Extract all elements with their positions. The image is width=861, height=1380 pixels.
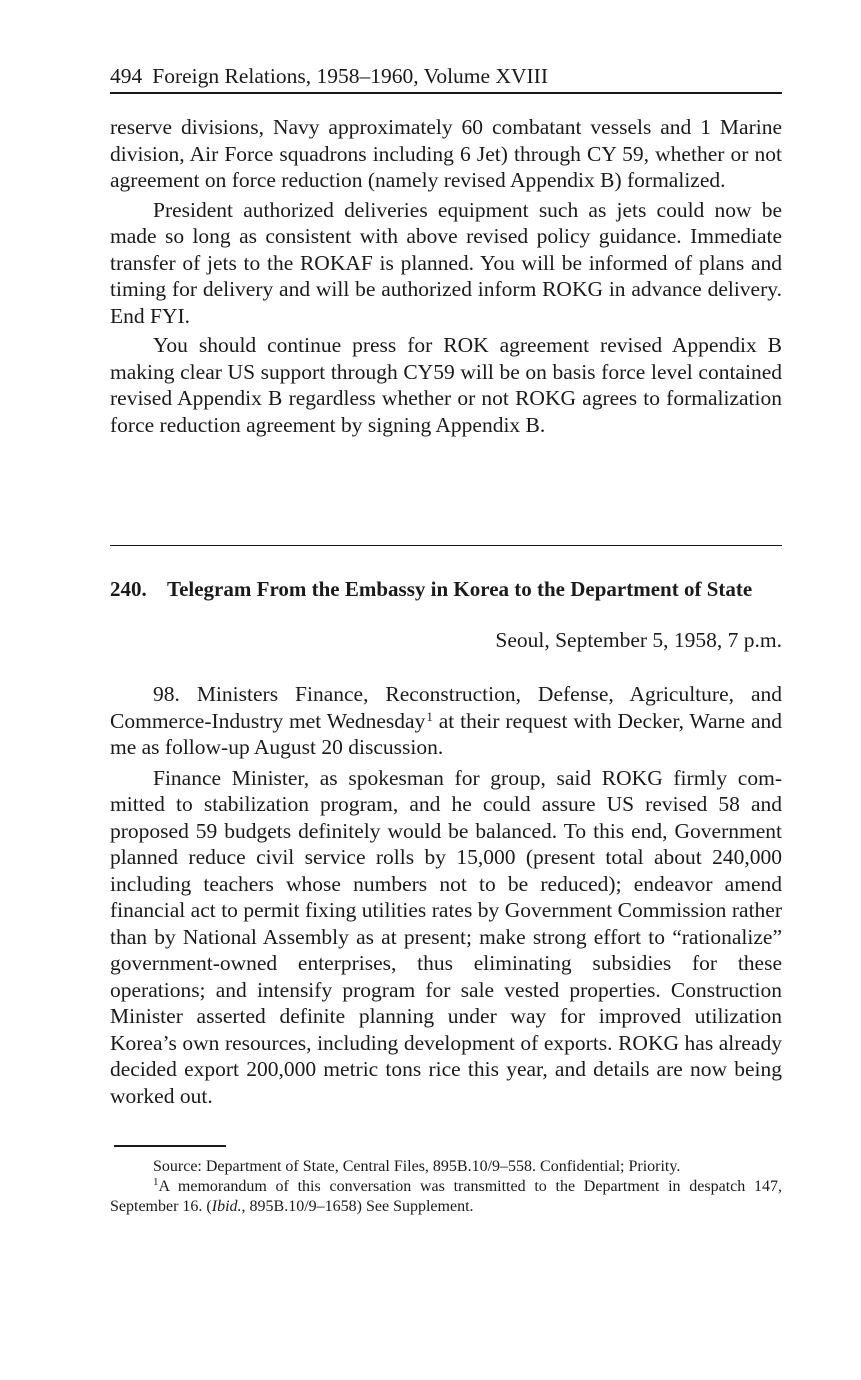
continued-paragraph-2: President authorized deliveries equipment such as jets could now be made so long as consistent with above revised policy guidance. Immediate transfer of jets to the ROKAF is planned. You will be informed of plans and timing for delivery and will be authorized inform ROKG in advance delivery. End FYI. — [110, 197, 782, 328]
telegram-paragraph-2: Finance Minister, as spokesman for group, said ROKG firmly committed to stabilization program, and he could assure US revised 58 and proposed 59 budgets definitely would be balanced. To this end, Government planned reduce civil service rolls by 15,000 (present total about 240,000 including teachers whose numbers not to be reduced); endeavor amend financial act to permit fixing utilities rates by Government Commission rather than by National Assembly as at present; make strong effort to “rationalize” government-owned enterprises, thus eliminating subsidies for these operations; and intensify program for sale vested properties. Construction Minister asserted definite planning under way for improved utilization Korea’s own resources, including development of exports. ROKG has already decided export 200,000 metric tons rice this year, and details are now being worked out. — [110, 765, 782, 1108]
continued-text — [110, 114, 782, 438]
running-head — [110, 62, 782, 94]
dateline: Seoul, September 5, 1958, 7 p.m. — [495, 628, 782, 652]
source-note: Source: Department of State, Central Files, 895B.10/9–558. Confidential; Priority. — [153, 1158, 681, 1175]
footnotes — [110, 1157, 782, 1217]
section-divider — [110, 545, 782, 546]
footnote-1-marker: 1 — [153, 1176, 159, 1188]
footnote-1-text-cont: , 895B.10/9–1658) See Supplement. — [241, 1198, 474, 1215]
running-title: Foreign Relations, 1958–1960, Volume XVIII — [152, 64, 548, 88]
footnote-1-ibid: Ibid. — [211, 1198, 242, 1215]
telegram-paragraph-1-text: 98. Ministers Finance, Reconstruction, Defense, Agriculture, and Commerce-Industry met Wednesday — [110, 682, 782, 733]
telegram-paragraph-1-text-cont: at their request with Decker, Warne and me as follow-up August 20 discussion. — [110, 708, 783, 759]
footnote-divider — [114, 1145, 226, 1147]
footnote-marker-1: 1 — [426, 708, 433, 724]
document-number: 240. — [110, 577, 147, 601]
document-heading — [110, 576, 782, 603]
continued-paragraph-3: You should continue press for ROK agreement revised Appendix B making clear US support through CY59 will be on basis force level contained revised Appendix B regardless whether or not ROKG agrees to formalization force reduction agreement by signing Appendix B. — [110, 333, 782, 437]
footnote-1-text: A memorandum of this conversation was transmitted to the Department in despatch 147, September 16. ( — [110, 1178, 782, 1215]
telegram-paragraph-1 — [110, 681, 782, 761]
page-number: 494 — [110, 64, 143, 88]
document-title: Telegram From the Embassy in Korea to the Department of State — [167, 577, 753, 601]
telegram-body — [110, 681, 782, 1109]
continued-paragraph-1: reserve divisions, Navy approximately 60 combatant vessels and 1 Marine division, Air Force squadrons including 6 Jet) through CY 59, whether or not agreement on force reduction (namely revised Appendix B) formalized. — [110, 115, 782, 192]
footnote-1 — [110, 1177, 782, 1217]
book-page — [110, 62, 782, 1217]
